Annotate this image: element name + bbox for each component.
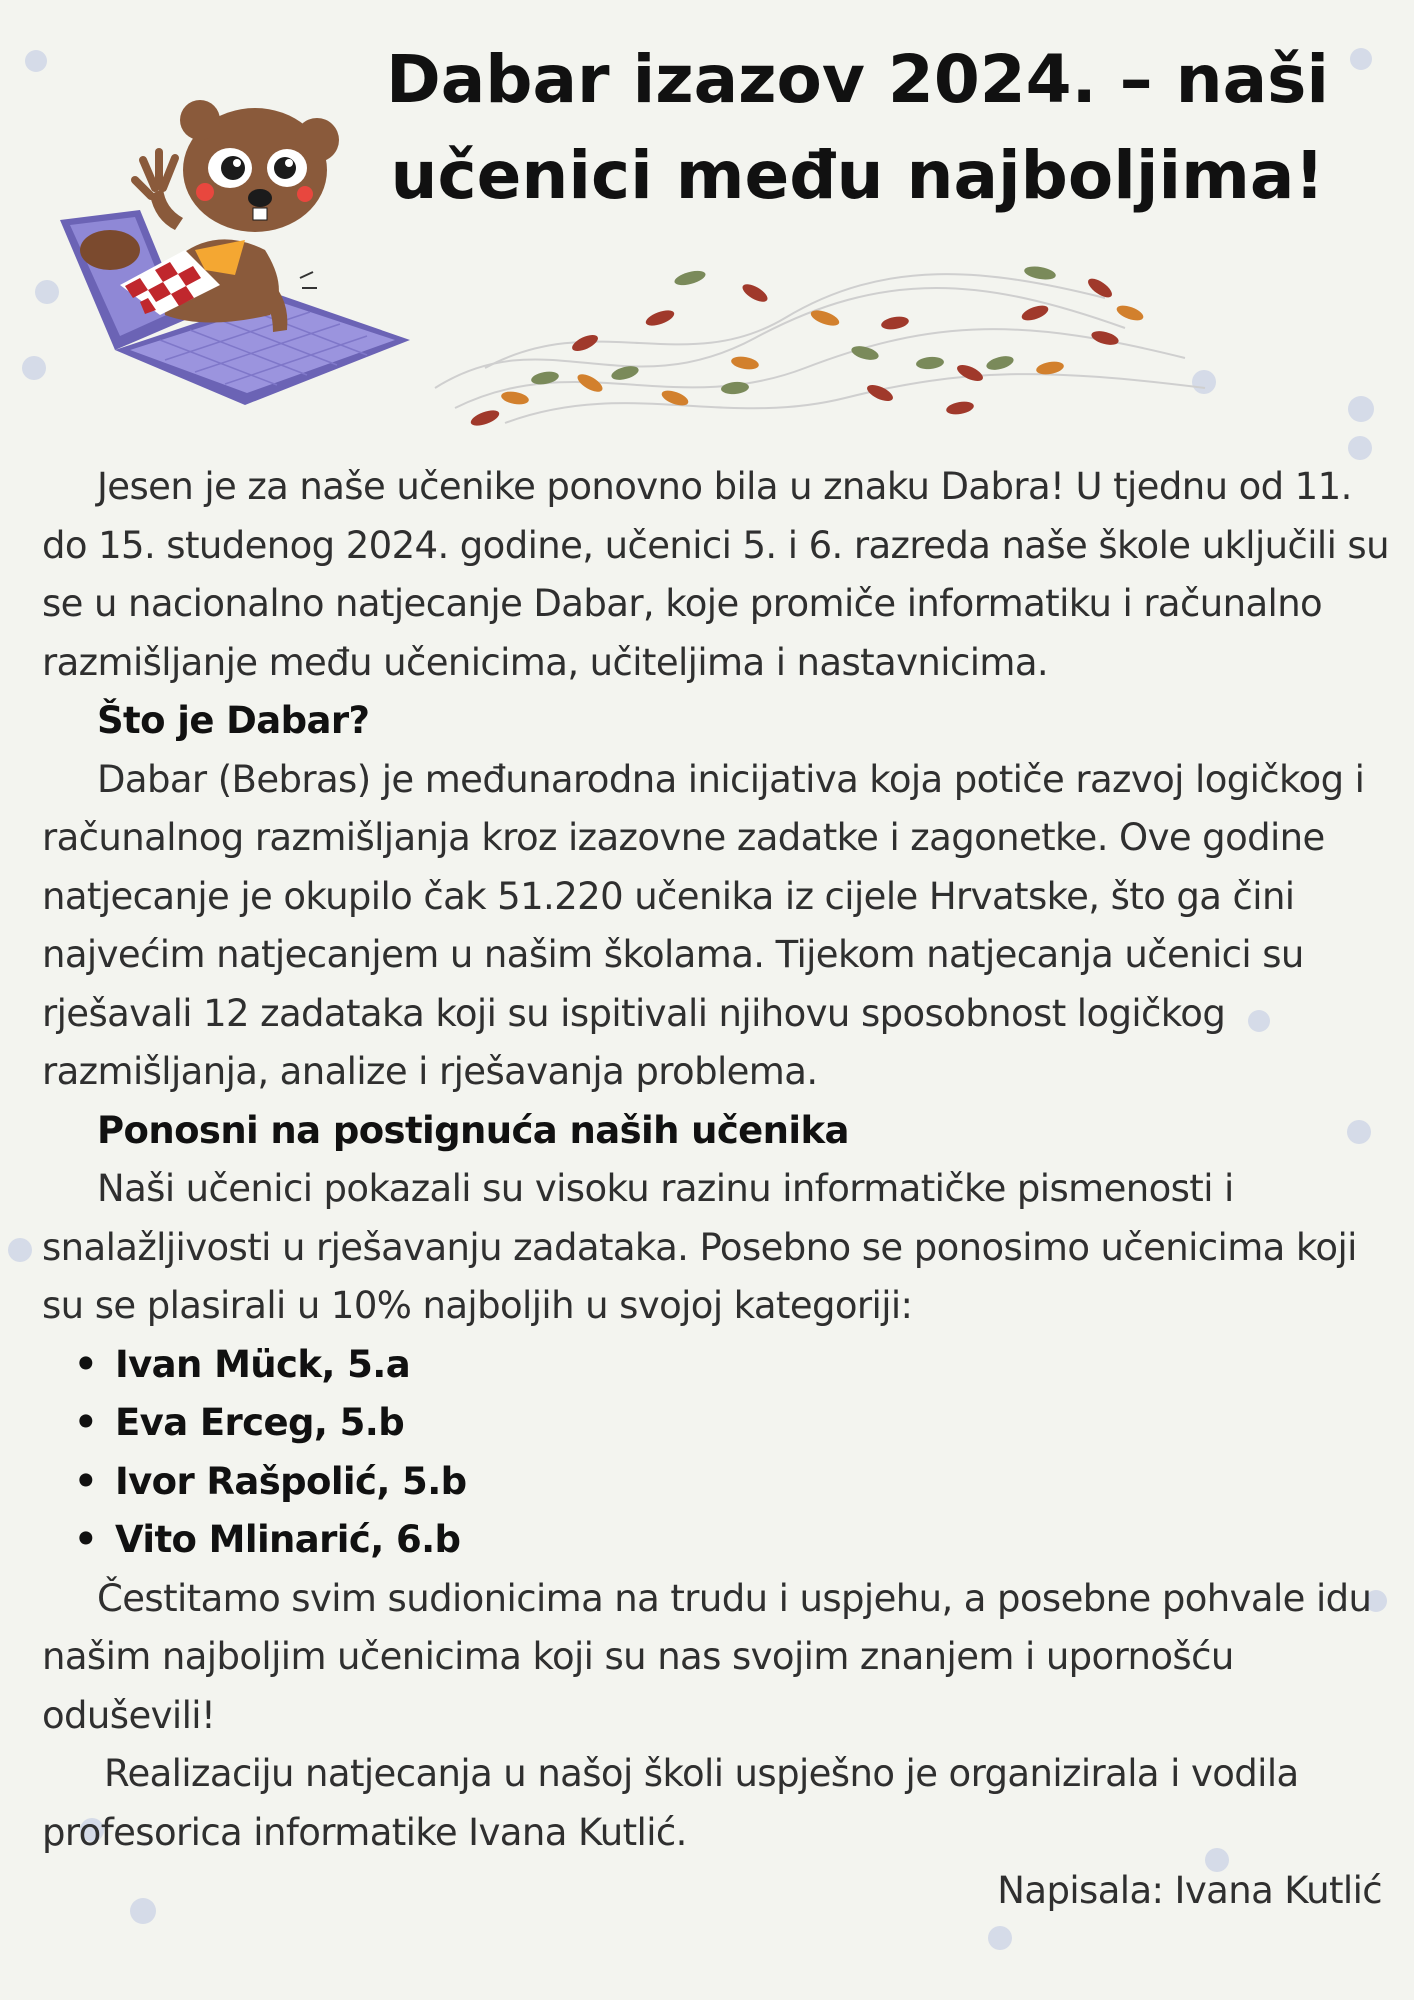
article-body (42, 458, 1392, 1921)
winner-name: Ivor Rašpolić, 5.b (115, 1459, 467, 1503)
bullet: • (74, 1518, 98, 1561)
body-paragraph: Čestitamo svim sudionicima na trudu i uspjehu, a posebne pohvale idu našim najboljim učenicima koji su nas svojim znanjem i upornošću oduševili! (42, 1576, 1372, 1737)
bullet: • (74, 1459, 98, 1503)
list-item (42, 1394, 1392, 1453)
winner-name: Ivan Mück, 5.a (115, 1342, 411, 1386)
decorative-dot (988, 1926, 1012, 1950)
body-paragraph: Dabar (Bebras) je međunarodna inicijativa koja potiče razvoj logičkog i računalnog razmišljanja kroz izazovne zadatke i zagonetke. Ove godine natjecanje je okupilo čak 51.220 učenika iz cijele Hrvatske, što ga čini najvećim natjecanjem u našim školama. Tijekom natjecanja učenici su rješavali 12 zadataka koji su ispitivali njihovu sposobnost logičkog razmišljanja, analize i rješavanja problema. (42, 757, 1365, 1093)
autumn-leaves-illustration (425, 258, 1225, 438)
winner-name: Vito Mlinarić, 6.b (115, 1518, 461, 1561)
bullet: • (74, 1342, 98, 1386)
body-paragraph: Naši učenici pokazali su visoku razinu informatičke pismenosti i snalažljivosti u rješavanju zadataka. Posebno se ponosimo učenicima koji su se plasirali u 10% najboljih u svojoj kategoriji: (42, 1167, 1357, 1327)
body-paragraph: Realizaciju natjecanja u našoj školi uspješno je organizirala i vodila profesorica informatike Ivana Kutlić. (42, 1752, 1299, 1854)
bullet: • (74, 1401, 98, 1444)
winners-list (42, 1336, 1392, 1570)
list-item (42, 1511, 1392, 1570)
section-heading: Ponosni na postignuća naših učenika (97, 1108, 849, 1152)
intro-paragraph: Jesen je za naše učenike ponovno bila u znaku Dabra! U tjednu od 11. do 15. studenog 2024. godine, učenici 5. i 6. razreda naše škole uključili su se u nacionalno natjecanje Dabar, koje promiče informatiku i računalno razmišljanje među učenicima, učiteljima i nastavnicima. (42, 465, 1389, 684)
page-title: Dabar izazov 2024. – naši učenici među najboljima! (385, 41, 1330, 214)
decorative-dot (8, 1238, 32, 1262)
decorative-dot (1348, 396, 1374, 422)
decorative-dot (22, 356, 46, 380)
author-signature: Napisala: Ivana Kutlić (997, 1869, 1382, 1912)
list-item (42, 1336, 1392, 1395)
winner-name: Eva Erceg, 5.b (115, 1401, 405, 1444)
list-item (42, 1453, 1392, 1512)
decorative-dot (25, 50, 47, 72)
decorative-dot (1348, 436, 1372, 460)
section-heading: Što je Dabar? (97, 699, 370, 742)
